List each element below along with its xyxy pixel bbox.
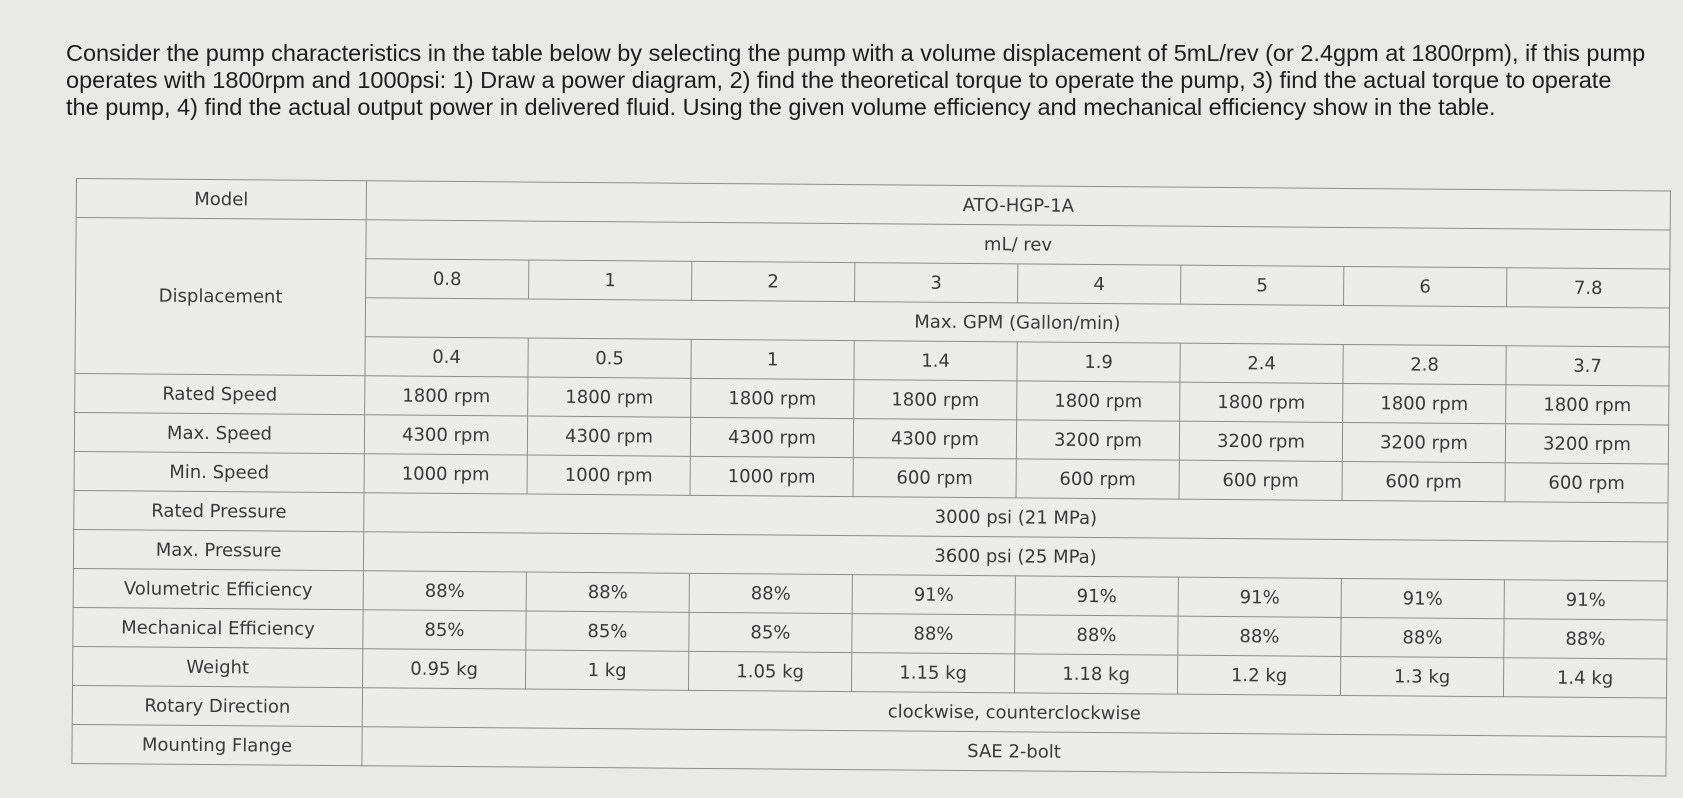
weight-value: 1 kg (526, 650, 689, 690)
volumetric-efficiency-value: 91% (1504, 580, 1667, 620)
max-speed-value: 3200 rpm (1342, 422, 1505, 462)
mechanical-efficiency-value: 88% (1015, 615, 1178, 655)
mechanical-efficiency-value: 85% (526, 611, 689, 651)
gpm-label: Max. GPM (Gallon/min) (365, 298, 1669, 347)
gpm-value: 3.7 (1506, 346, 1669, 386)
max-speed-value: 3200 rpm (1016, 420, 1179, 460)
volumetric-efficiency-label: Volumetric Efficiency (73, 568, 363, 609)
weight-value: 1.15 kg (851, 653, 1014, 693)
rated-speed-value: 1800 rpm (365, 376, 528, 416)
min-speed-value: 600 rpm (1016, 459, 1179, 499)
gpm-value: 1.4 (854, 341, 1017, 381)
displacement-value: 3 (855, 263, 1018, 303)
rated-speed-value: 1800 rpm (1506, 385, 1669, 425)
model-value: ATO-HGP-1A (366, 181, 1670, 230)
displacement-value: 6 (1344, 266, 1507, 306)
weight-label: Weight (73, 646, 363, 687)
mechanical-efficiency-value: 85% (689, 612, 852, 652)
model-label: Model (76, 179, 366, 220)
rotary-direction-value: clockwise, counterclockwise (362, 688, 1666, 737)
weight-value: 1.4 kg (1503, 658, 1666, 698)
displacement-value: 2 (692, 261, 855, 301)
mechanical-efficiency-value: 88% (852, 614, 1015, 654)
rated-speed-value: 1800 rpm (854, 380, 1017, 420)
max-speed-value: 4300 rpm (853, 419, 1016, 459)
volumetric-efficiency-value: 91% (852, 575, 1015, 615)
rated-pressure-value: 3000 psi (21 MPa) (364, 493, 1668, 542)
volumetric-efficiency-value: 91% (1341, 578, 1504, 618)
rated-speed-value: 1800 rpm (691, 378, 854, 418)
max-speed-value: 4300 rpm (527, 416, 690, 456)
gpm-value: 2.4 (1180, 343, 1343, 383)
mechanical-efficiency-value: 88% (1341, 617, 1504, 657)
weight-value: 0.95 kg (363, 649, 526, 689)
displacement-value: 7.8 (1507, 268, 1670, 308)
gpm-value: 2.8 (1343, 344, 1506, 384)
gpm-value: 0.5 (528, 338, 691, 378)
min-speed-label: Min. Speed (74, 451, 364, 492)
mounting-flange-label: Mounting Flange (72, 724, 362, 765)
displacement-label: Displacement (75, 218, 366, 376)
rated-speed-value: 1800 rpm (1017, 381, 1180, 421)
volumetric-efficiency-value: 88% (689, 573, 852, 613)
min-speed-value: 1000 rpm (364, 454, 527, 494)
min-speed-value: 600 rpm (853, 458, 1016, 498)
mounting-flange-value: SAE 2-bolt (362, 727, 1666, 776)
weight-value: 1.2 kg (1177, 655, 1340, 695)
max-speed-value: 4300 rpm (364, 415, 527, 455)
gpm-value: 1.9 (1017, 342, 1180, 382)
weight-value: 1.3 kg (1340, 656, 1503, 696)
max-speed-value: 3200 rpm (1505, 424, 1668, 464)
pump-spec-table (71, 178, 1671, 777)
rated-speed-value: 1800 rpm (1343, 383, 1506, 423)
displacement-value: 5 (1181, 265, 1344, 305)
min-speed-value: 600 rpm (1342, 461, 1505, 501)
max-speed-value: 4300 rpm (690, 417, 853, 457)
max-pressure-value: 3600 psi (25 MPa) (363, 532, 1667, 581)
rated-speed-value: 1800 rpm (1180, 382, 1343, 422)
volumetric-efficiency-value: 91% (1178, 577, 1341, 617)
max-pressure-label: Max. Pressure (73, 529, 363, 570)
mechanical-efficiency-value: 88% (1504, 619, 1667, 659)
displacement-value: 1 (529, 260, 692, 300)
rotary-direction-label: Rotary Direction (72, 685, 362, 726)
mechanical-efficiency-value: 88% (1178, 616, 1341, 656)
min-speed-value: 1000 rpm (527, 455, 690, 495)
min-speed-value: 600 rpm (1179, 460, 1342, 500)
max-speed-label: Max. Speed (74, 412, 364, 453)
displacement-value: 4 (1018, 264, 1181, 304)
volumetric-efficiency-value: 88% (526, 572, 689, 612)
volumetric-efficiency-value: 91% (1015, 576, 1178, 616)
gpm-value: 1 (691, 339, 854, 379)
weight-value: 1.05 kg (688, 651, 851, 691)
pump-spec-table-wrapper (71, 178, 1670, 791)
min-speed-value: 600 rpm (1505, 463, 1668, 503)
rated-speed-label: Rated Speed (75, 373, 365, 414)
rated-pressure-label: Rated Pressure (74, 490, 364, 531)
question-text: Consider the pump characteristics in the table below by selecting the pump with a volume displacement of 5mL/rev (or 2.4gpm at 1800rpm), if this pump operates with 1800rpm and 1000psi: 1) Draw a power diagram, 2) find the theoretical torque to operate the pump, 3) find the actual torque to operate the pump, 4) find the actual output power in delivered fluid. Using the given volume efficiency and mechanical efficiency show in the table. (66, 40, 1646, 120)
mechanical-efficiency-value: 85% (363, 610, 526, 650)
displacement-value: 0.8 (366, 259, 529, 299)
max-speed-value: 3200 rpm (1179, 421, 1342, 461)
gpm-value: 0.4 (365, 337, 528, 377)
displacement-unit: mL/ rev (366, 220, 1670, 269)
volumetric-efficiency-value: 88% (363, 571, 526, 611)
mechanical-efficiency-label: Mechanical Efficiency (73, 607, 363, 648)
rated-speed-value: 1800 rpm (528, 377, 691, 417)
min-speed-value: 1000 rpm (690, 456, 853, 496)
weight-value: 1.18 kg (1014, 654, 1177, 694)
